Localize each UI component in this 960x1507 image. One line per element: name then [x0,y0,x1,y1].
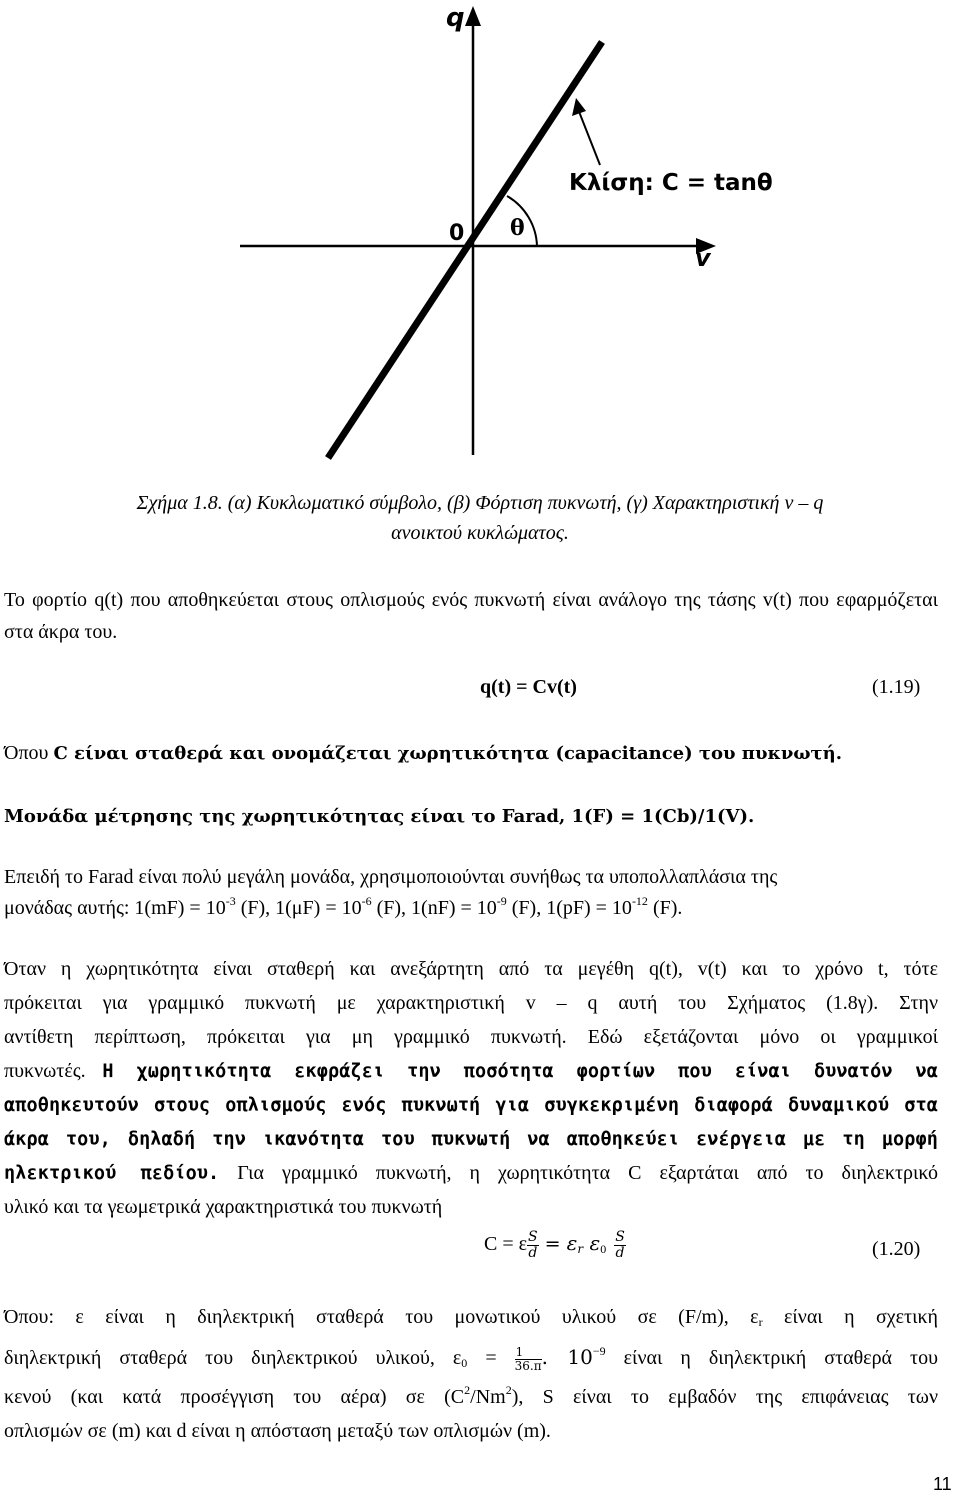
p5-line-3: αντίθετη περίπτωση, πρόκειται για μη γραμμικό πυκνωτή. Εδώ εξετάζονται μόνο οι γραμμικοί [4,1026,938,1048]
q-axis-label: q [446,3,465,33]
p6-line-1: Όπου: ε είναι η διηλεκτρική σταθερά του μονωτικού υλικού σε (F/m), $\varepsilon_r$ είναι η σχετική [4,1306,939,1329]
p5-line-5: αποθηκευτούν στους οπλισμούς ενός πυκνωτή για συγκεκριμένη διαφορά δυναμικού στα [4,1095,938,1116]
p3-bold: Μονάδα μέτρησης της χωρητικότητας είναι το Farad, 1(F) = 1(Cb)/1(V). [4,806,755,827]
v-q-characteristic-figure [0,0,960,470]
q-axis-arrowhead [465,6,481,26]
caption-line-2: ανοικτού κυκλώματος. [391,522,569,544]
p2-prefix: Όπου [4,742,54,764]
page-number: 11 [933,1474,952,1494]
equation-1-19: q(t) = Cv(t) [480,676,577,698]
figure-caption [0,488,960,548]
p5-line-4: πυκνωτές. Η χωρητικότητα εκφράζει την ποσότητα φορτίων που είναι δυνατόν να [4,1060,939,1082]
p5-line-8: υλικό και τα γεωμετρικά χαρακτηριστικά του πυκνωτή [4,1196,443,1218]
slope-pointer-arrowhead [572,98,586,116]
p5-line-7: ηλεκτρικού πεδίου. Για γραμμικό πυκνωτή, η χωρητικότητα C εξαρτάται από το διηλεκτρικό [4,1162,938,1184]
p4-line-1: Επειδή το Farad είναι πολύ μεγάλη μονάδα, χρησιμοποιούνται συνήθως τα υποπολλαπλάσια της [4,866,778,888]
paragraph-linear-capacitor [4,954,938,1223]
paragraph-submultiples [4,862,938,924]
paragraph-capacitance-definition [4,738,938,769]
p2-bold: C είναι σταθερά και ονομάζεται χωρητικότητα (capacitance) του πυκνωτή. [53,743,843,764]
v-axis-label: v [695,244,711,272]
p6-line-2: διηλεκτρική σταθερά του διηλεκτρικού υλικού, $\varepsilon_0$ = $\frac{1}{36.\pi}$ . $10^{-9}$ είναι η διηλεκτρική σταθερά του [4,1344,938,1373]
p4-line-2: μονάδας αυτής: $1(mF) = 10^{-3}$ (F), $1(\mu F) = 10^{-6}$ (F), $1(nF) = 10^{-9}$ (F), $1(pF) = 10^{-12}$ (F). [4,894,683,919]
p5-line-6: άκρα του, δηλαδή την ικανότητα του πυκνωτή να αποθηκεύει ενέργεια με τη μορφή [4,1129,938,1150]
slope-pointer [578,109,600,165]
equation-1-20-number: (1.20) [872,1238,921,1260]
paragraph-farad-unit [4,801,938,832]
caption-line-1: Σχήμα 1.8. (α) Κυκλωματικό σύμβολο, (β) Φόρτιση πυκνωτή, (γ) Χαρακτηριστική v – q [136,492,824,514]
characteristic-line [328,42,602,458]
origin-label: 0 [449,221,465,246]
paragraph-proportional-charge: Το φορτίο q(t) που αποθηκεύεται στους οπλισμούς ενός πυκνωτή είναι ανάλογο της τάσης v(t) που εφαρμόζεται στα άκρα του. [4,589,938,643]
p5-line-1: Όταν η χωρητικότητα είναι σταθερή και ανεξάρτητη από τα μεγέθη q(t), v(t) και το χρόνο t, τότε [4,958,938,980]
p5-line-2: πρόκειται για γραμμικό πυκνωτή με χαρακτηριστική v – q αυτή του Σχήματος (1.8γ). Στην [4,992,938,1014]
p6-line-3: κενού (και κατά προσέγγιση του αέρα) σε $(C^2/Nm^2)$, S είναι το εμβαδόν της επιφάνειας των [4,1383,938,1408]
equation-1-19-number: (1.19) [872,676,921,698]
p6-line-4: οπλισμών σε (m) και d είναι η απόσταση μεταξύ των οπλισμών (m). [4,1420,551,1442]
equation-1-20: C = ε $\frac{S}{d}$ = $\varepsilon_r$ $\varepsilon_0$ $\frac{S}{d}$ [484,1229,625,1261]
paragraph-permittivity [4,1302,938,1447]
slope-label: Κλίση: C = tanθ [569,170,773,196]
theta-label: θ [510,215,525,241]
